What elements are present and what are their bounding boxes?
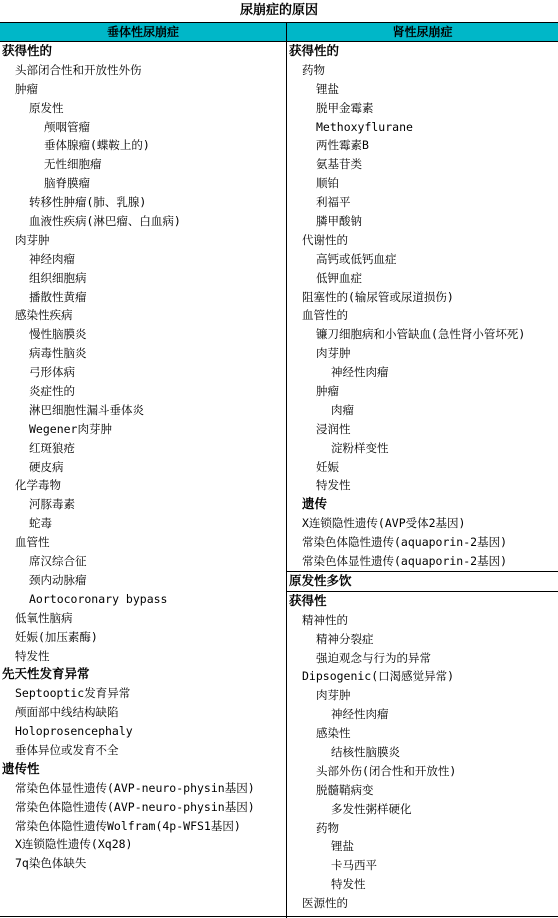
list-item: 遗传性 [2, 760, 40, 776]
list-item: 脱髓鞘病变 [316, 782, 374, 797]
list-item: 低钾血症 [316, 270, 362, 285]
list-item: Septooptic发育异常 [15, 686, 131, 701]
list-item: 血管性 [15, 535, 50, 550]
list-item: 妊娠(加压素酶) [15, 629, 98, 644]
list-item: 先天性发育异常 [2, 666, 90, 682]
list-item: Aortocoronary bypass [29, 591, 168, 606]
list-item: 脱甲金霉素 [316, 100, 374, 115]
list-item: 红斑狼疮 [29, 440, 75, 455]
list-item: 化学毒物 [15, 478, 61, 493]
table-bottom-border [0, 916, 558, 917]
list-item: 常染色体隐性遗传Wolfram(4p-WFS1基因) [15, 818, 241, 833]
list-item: 获得性的 [2, 43, 53, 58]
list-item: 结核性脑膜炎 [331, 744, 400, 759]
list-item: 锂盐 [331, 839, 354, 854]
list-item: 阻塞性的(输尿管或尿道损伤) [302, 289, 454, 304]
list-item: 浸润性 [316, 421, 351, 436]
list-item: 血管性的 [302, 308, 348, 323]
list-item: 神经性肉瘤 [331, 707, 389, 722]
list-item: 弓形体病 [29, 365, 75, 380]
list-item: 利福平 [316, 195, 351, 210]
list-item: 低氧性脑病 [15, 610, 73, 625]
list-item: 颈内动脉瘤 [29, 572, 87, 587]
list-item: X连锁隐性遗传(Xq28) [15, 837, 133, 852]
list-item: 感染性 [316, 726, 351, 741]
list-item: 顺铂 [316, 176, 339, 191]
list-item: 慢性脑膜炎 [29, 327, 87, 342]
list-item: 河豚毒素 [29, 497, 75, 512]
list-item: 原发性 [29, 100, 64, 115]
list-item: 肉芽肿 [316, 346, 351, 361]
list-item: 强迫观念与行为的异常 [316, 650, 431, 665]
list-item: 肉芽肿 [15, 232, 50, 247]
list-item: Holoprosencephaly [15, 724, 133, 739]
list-item: 血液性疾病(淋巴瘤、白血病) [29, 214, 181, 229]
list-item: 无性细胞瘤 [44, 157, 102, 172]
list-item: 席汉综合征 [29, 554, 87, 569]
list-item: 卡马西平 [331, 858, 377, 873]
list-item: Dipsogenic(口渴感觉异常) [302, 669, 455, 684]
list-item: 常染色体隐性遗传(AVP-neuro-physin基因) [15, 799, 255, 814]
list-item: 代谢性的 [302, 232, 348, 247]
list-item: 颅咽管瘤 [44, 119, 90, 134]
list-item: 组织细胞病 [29, 270, 87, 285]
nephrogenic-column [287, 23, 558, 918]
list-item: 氨基苷类 [316, 157, 362, 172]
list-item: 7q染色体缺失 [15, 856, 87, 871]
list-item: 精神性的 [302, 612, 348, 627]
list-item: 常染色体隐性遗传(aquaporin-2基因) [302, 535, 508, 550]
list-item: 脑脊膜瘤 [44, 176, 90, 191]
pituitary-column [0, 23, 287, 918]
list-item: 遗传 [302, 496, 328, 512]
list-item: 高钙或低钙血症 [316, 251, 397, 266]
list-item: 常染色体显性遗传(AVP-neuro-physin基因) [15, 780, 255, 795]
list-item: 肿瘤 [15, 81, 38, 96]
list-item: 原发性多饮 [287, 571, 558, 591]
page-title: 尿崩症的原因 [0, 0, 558, 23]
list-item: 肉芽肿 [316, 688, 351, 703]
list-item: 特发性 [331, 877, 366, 892]
list-item: 多发性粥样硬化 [331, 801, 412, 816]
list-item: 医源性的 [302, 896, 348, 911]
list-item: 炎症性的 [29, 384, 75, 399]
list-item: 蛇毒 [29, 516, 52, 531]
list-item: 头部闭合性和开放性外伤 [15, 62, 142, 77]
list-item: 神经肉瘤 [29, 251, 75, 266]
list-item: 获得性的 [289, 43, 340, 58]
causes-table [0, 23, 558, 918]
nephrogenic-header: 肾性尿崩症 [287, 23, 558, 42]
list-item: 转移性肿瘤(肺、乳腺) [29, 195, 147, 210]
list-item: 镰刀细胞病和小管缺血(急性肾小管坏死) [316, 327, 526, 342]
list-item: 肉瘤 [331, 402, 354, 417]
pituitary-list [0, 42, 286, 873]
list-item: 膦甲酸钠 [316, 214, 362, 229]
list-item: 头部外伤(闭合性和开放性) [316, 763, 457, 778]
list-item: 播散性黄瘤 [29, 289, 87, 304]
list-item: 药物 [316, 820, 339, 835]
list-item: X连锁隐性遗传(AVP受体2基因) [302, 516, 466, 531]
list-item: 淀粉样变性 [331, 440, 389, 455]
list-item: 肿瘤 [316, 384, 339, 399]
list-item: 特发性 [316, 478, 351, 493]
list-item: 锂盐 [316, 81, 339, 96]
list-item: 精神分裂症 [316, 631, 374, 646]
list-item: 妊娠 [316, 459, 339, 474]
list-item: 获得性 [287, 591, 558, 611]
list-item: 淋巴细胞性漏斗垂体炎 [29, 402, 144, 417]
list-item: 垂体异位或发育不全 [15, 742, 119, 757]
list-item: 硬皮病 [29, 459, 64, 474]
list-item: 感染性疾病 [15, 308, 73, 323]
pituitary-header: 垂体性尿崩症 [0, 23, 286, 42]
list-item: 药物 [302, 62, 325, 77]
nephrogenic-list [287, 42, 558, 913]
list-item: 神经性肉瘤 [331, 365, 389, 380]
list-item: 颅面部中线结构缺陷 [15, 705, 119, 720]
list-item: 病毒性脑炎 [29, 346, 87, 361]
list-item: Methoxyflurane [316, 119, 413, 134]
list-item: 垂体腺瘤(蝶鞍上的) [44, 138, 150, 153]
list-item: 两性霉素B [316, 138, 369, 153]
list-item: Wegener肉芽肿 [29, 421, 112, 436]
list-item: 常染色体显性遗传(aquaporin-2基因) [302, 554, 508, 569]
list-item: 特发性 [15, 648, 50, 663]
